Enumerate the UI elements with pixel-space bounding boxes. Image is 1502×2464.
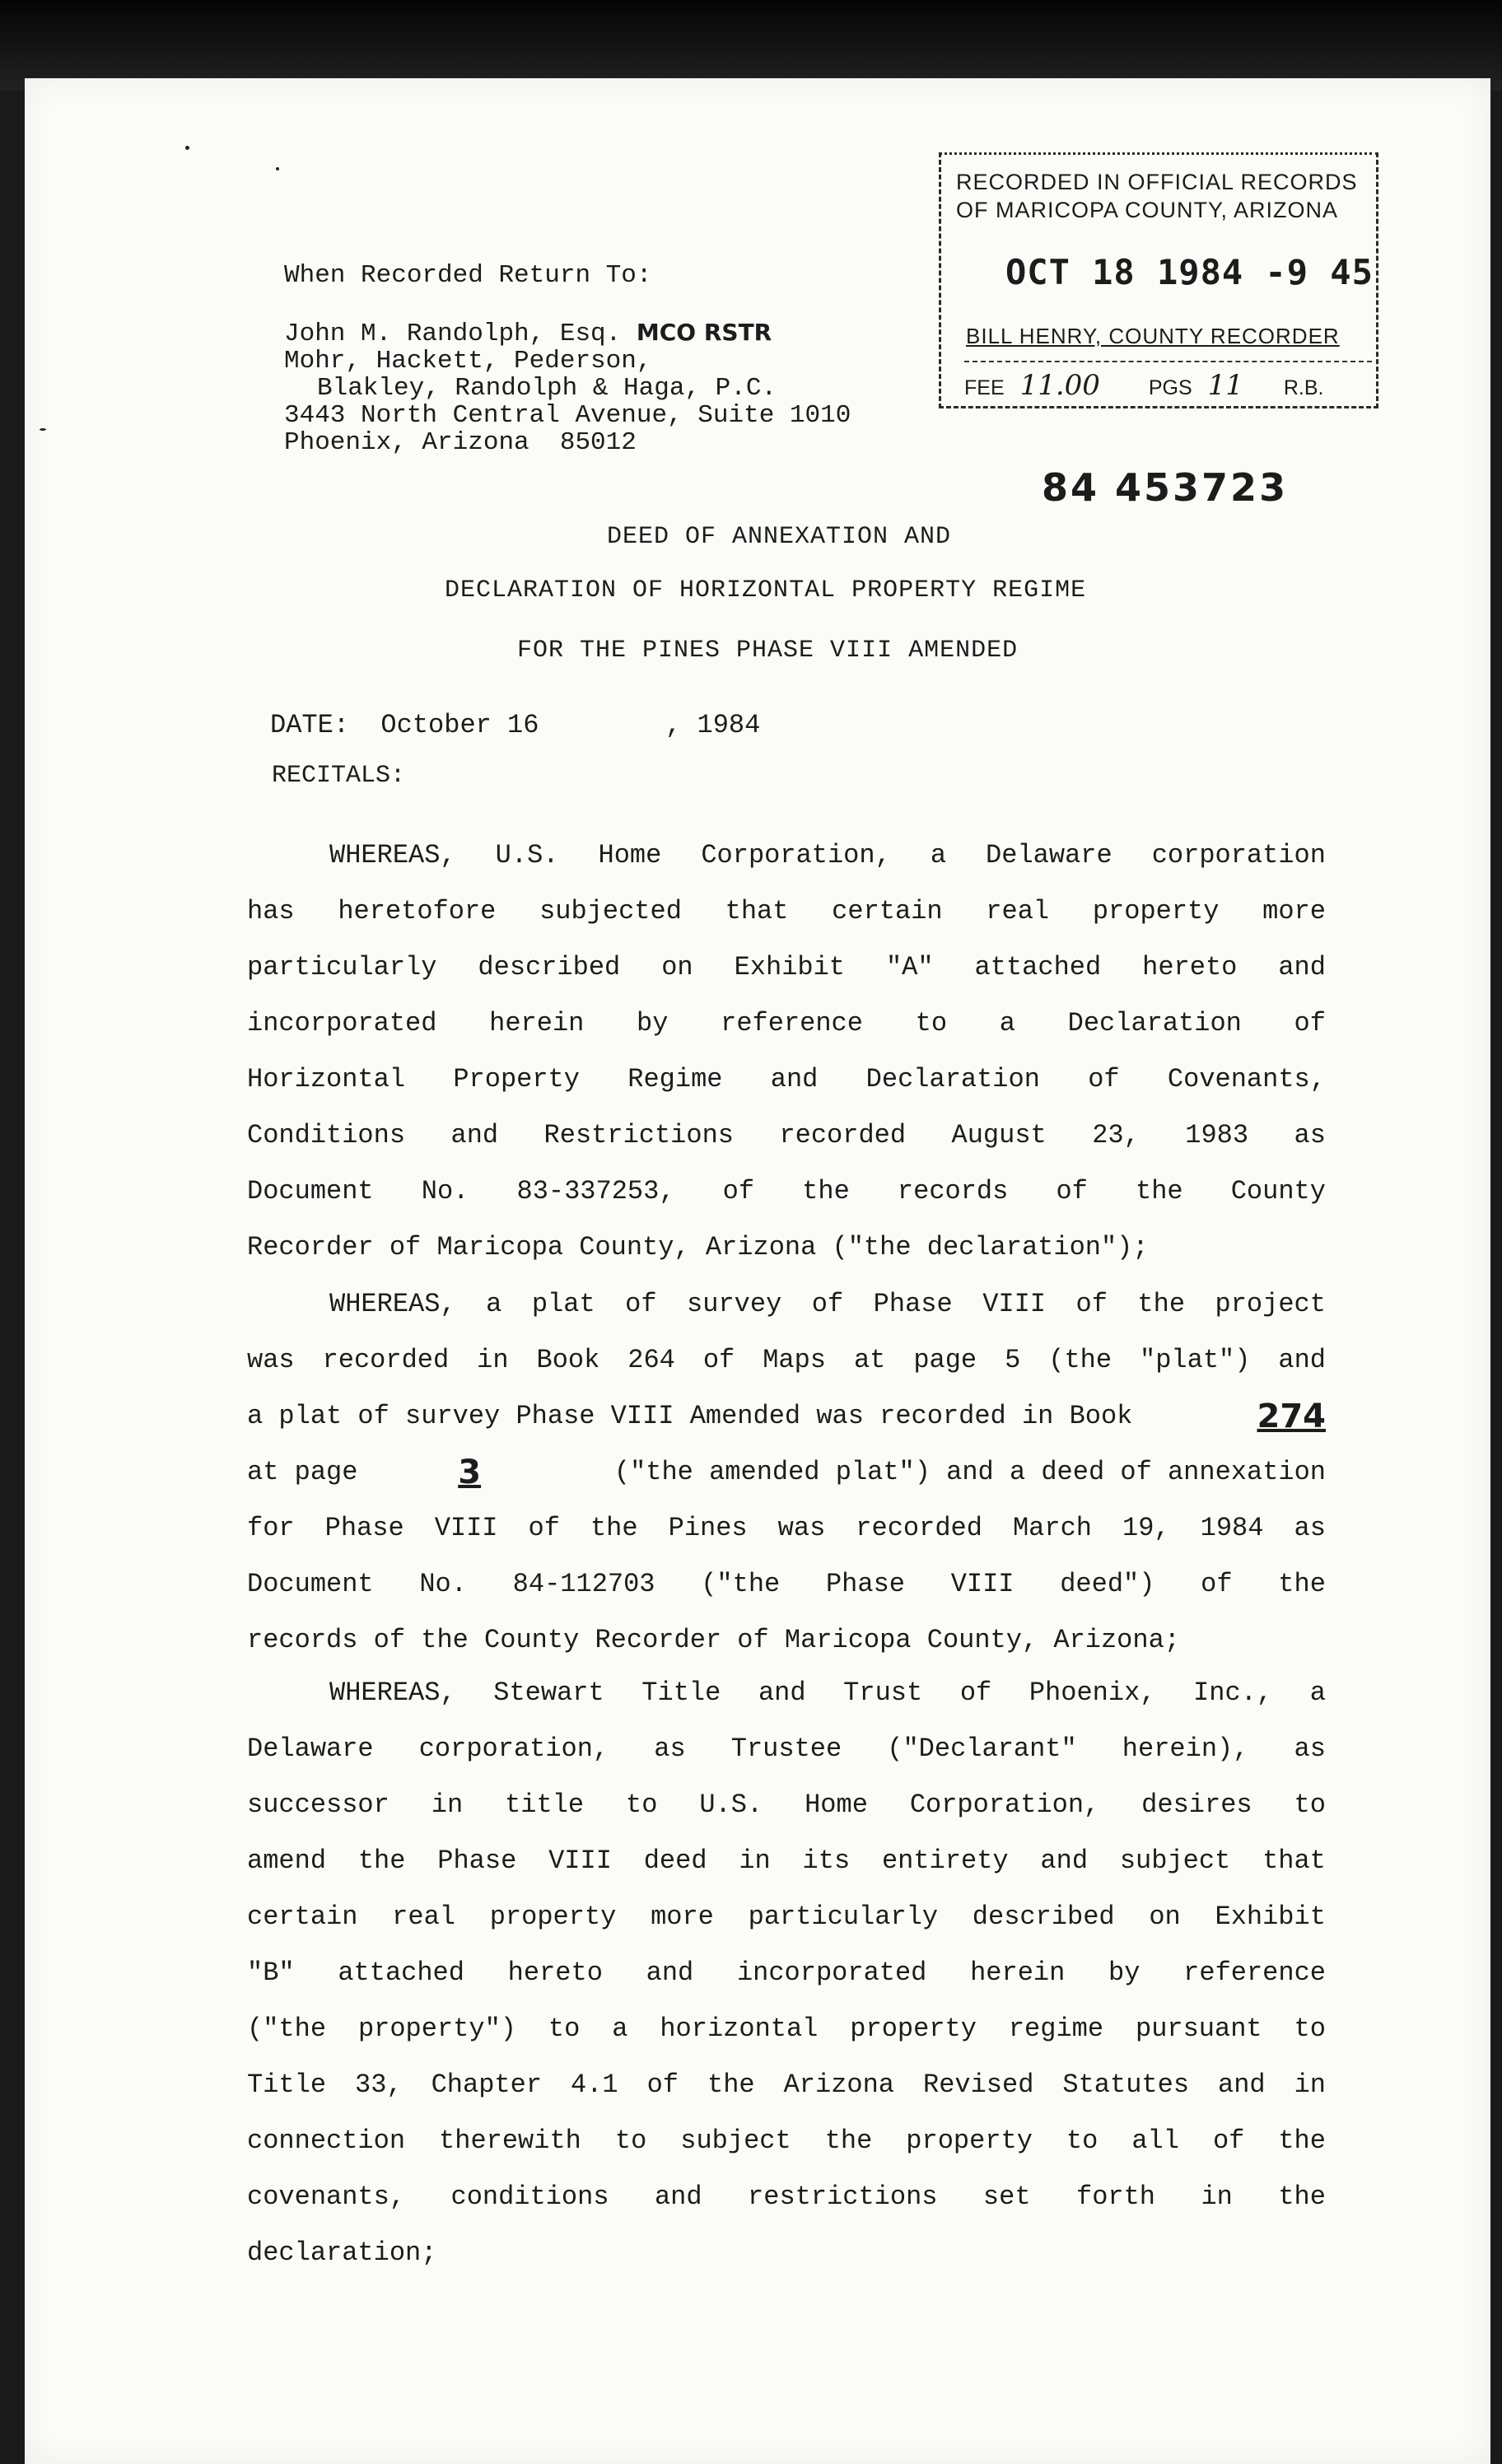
handwritten-page-number: 3 xyxy=(458,1454,482,1491)
text-line: WHEREAS, U.S. Home Corporation, a Delaware corporation xyxy=(329,840,1326,870)
scan-speck xyxy=(185,146,189,150)
return-to-label: When Recorded Return To: xyxy=(284,261,652,290)
stamp-line: RECORDED IN OFFICIAL RECORDS xyxy=(956,170,1358,194)
document-number: 84 453723 xyxy=(1042,465,1289,510)
text-line: has heretofore subjected that certain real property more xyxy=(247,896,1326,926)
date-label: DATE: xyxy=(270,710,350,740)
date-year: , 1984 xyxy=(665,710,761,740)
pgs-value: 11 xyxy=(1207,369,1243,402)
text-line: certain real property more particularly described on Exhibit xyxy=(247,1902,1326,1932)
text-line: declaration; xyxy=(247,2238,437,2268)
recitals-label: RECITALS: xyxy=(272,762,406,790)
text-line: Document No. 83-337253, of the records of the County xyxy=(247,1176,1326,1206)
text-line: incorporated herein by reference to a Declaration of xyxy=(247,1008,1326,1038)
return-to-block xyxy=(284,262,851,456)
text-line: records of the County Recorder of Maricopa County, Arizona; xyxy=(247,1625,1180,1655)
scan-speck xyxy=(40,428,46,431)
text-line: was recorded in Book 264 of Maps at page 5 (the "plat") and xyxy=(247,1345,1326,1375)
rb-label: R.B. xyxy=(1283,376,1324,399)
return-to-line: 3443 North Central Avenue, Suite 1010 xyxy=(284,401,851,430)
text-line: covenants, conditions and restrictions set forth in the xyxy=(247,2182,1326,2212)
fee-value: 11.00 xyxy=(1019,369,1100,402)
handwritten-note: MCO RSTR xyxy=(636,319,772,346)
return-to-line: Mohr, Hackett, Pederson, xyxy=(284,347,652,376)
recital-paragraph xyxy=(247,1276,1326,1668)
text-line: Title 33, Chapter 4.1 of the Arizona Revised Statutes and in xyxy=(247,2070,1326,2100)
fee-label: FEE xyxy=(964,376,1005,399)
text-line: Horizontal Property Regime and Declaration of Covenants, xyxy=(247,1064,1326,1094)
recital-paragraph xyxy=(247,828,1326,1276)
text-line: Document No. 84-112703 ("the Phase VIII deed") of the xyxy=(247,1569,1326,1599)
return-to-line: John M. Randolph, Esq. MCO RSTR xyxy=(284,319,772,348)
text-line: "B" attached hereto and incorporated herein by reference xyxy=(247,1958,1326,1988)
stamp-fee-row xyxy=(964,361,1372,402)
scan-speck xyxy=(276,167,279,170)
title-line: FOR THE PINES PHASE VIII AMENDED xyxy=(517,637,1019,665)
text-line: Recorder of Maricopa County, Arizona ("the declaration"); xyxy=(247,1232,1149,1262)
text-line: successor in title to U.S. Home Corporation, desires to xyxy=(247,1790,1326,1820)
recording-stamp xyxy=(939,152,1378,408)
text-line: ("the property") to a horizontal property regime pursuant to xyxy=(247,2014,1326,2044)
handwritten-book-number: 274 xyxy=(1257,1398,1326,1435)
return-to-line: Blakley, Randolph & Haga, P.C. xyxy=(317,374,777,403)
stamp-date: OCT 18 1984 -9 45 xyxy=(1005,252,1374,292)
text-line: Conditions and Restrictions recorded August 23, 1983 as xyxy=(247,1120,1326,1150)
text-line: particularly described on Exhibit "A" attached hereto and xyxy=(247,952,1326,982)
text-line: for Phase VIII of the Pines was recorded March 19, 1984 as xyxy=(247,1513,1326,1543)
text-line: amend the Phase VIII deed in its entirety and subject that xyxy=(247,1846,1326,1876)
return-to-line: Phoenix, Arizona 85012 xyxy=(284,428,637,457)
stamp-recorder: BILL HENRY, COUNTY RECORDER xyxy=(966,324,1340,348)
scan-top-edge xyxy=(0,0,1502,91)
date-row xyxy=(270,710,760,740)
title-line: DECLARATION OF HORIZONTAL PROPERTY REGIME xyxy=(445,576,1087,604)
text-line: connection therewith to subject the property to all of the xyxy=(247,2126,1326,2156)
text-line: Delaware corporation, as Trustee ("Declarant" herein), as xyxy=(247,1734,1326,1764)
text-line: WHEREAS, a plat of survey of Phase VIII of the project xyxy=(329,1289,1326,1319)
text-line: a plat of survey Phase VIII Amended was recorded in Book 274 xyxy=(247,1388,1326,1444)
stamp-line: OF MARICOPA COUNTY, ARIZONA xyxy=(956,198,1339,222)
title-line: DEED OF ANNEXATION AND xyxy=(607,523,952,551)
date-value: October 16 xyxy=(380,710,539,740)
text-line: at page 3 ("the amended plat") and a deed of annexation xyxy=(247,1444,1326,1500)
pgs-label: PGS xyxy=(1148,376,1192,399)
recital-paragraph xyxy=(247,1665,1326,2281)
text-line: WHEREAS, Stewart Title and Trust of Phoenix, Inc., a xyxy=(329,1678,1326,1708)
